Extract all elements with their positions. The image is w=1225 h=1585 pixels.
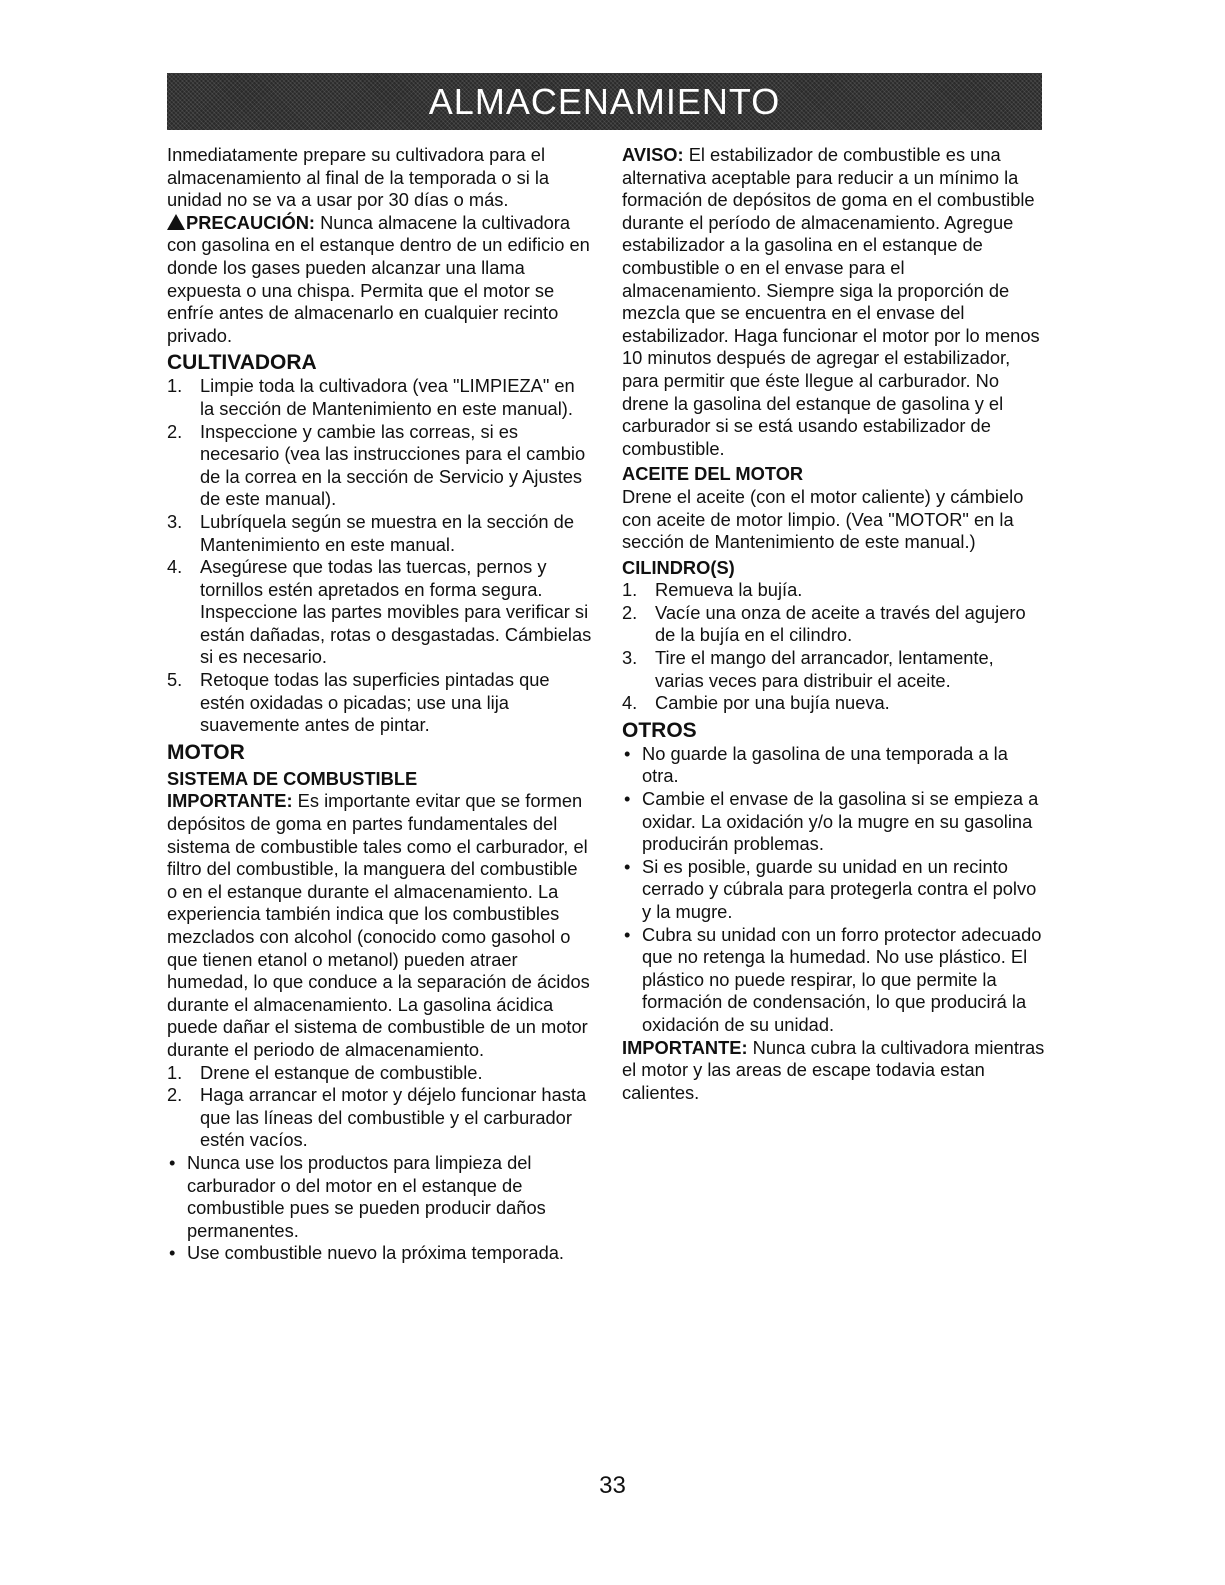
cultivadora-list	[167, 375, 592, 737]
caution-paragraph	[167, 212, 592, 348]
cultivadora-heading: CULTIVADORA	[167, 351, 317, 375]
list-item: 3. Lubríquela según se muestra en la sección de Mantenimiento en este manual.	[167, 510, 574, 555]
page-number: 33	[599, 1472, 626, 1499]
page-title: ALMACENAMIENTO	[428, 80, 781, 122]
aceite-paragraph: Drene el aceite (con el motor caliente) y cámbielo con aceite de motor limpio. (Vea "MOTOR" en la sección de Mantenimiento de este manual.)	[622, 485, 1024, 553]
sistema-heading: SISTEMA DE COMBUSTIBLE	[167, 767, 418, 789]
importante-label: IMPORTANTE:	[622, 1036, 748, 1058]
list-item: • Cubra su unidad con un forro protector adecuado que no retenga la humedad. No use plástico. El plástico no puede respirar, lo que permite la formación de condensación, lo que producirá la oxidación de su unidad.	[624, 923, 1042, 1035]
importante-label: IMPORTANTE:	[167, 790, 293, 812]
importante-paragraph: IMPORTANTE: Es importante evitar que se formen depósitos de goma en partes fundamentales del sistema de combustible tales como el carburador, el filtro del combustible, la manguera del combustible o en el estanque durante el almacenamiento. La experiencia también indica que los combustibles mezclados con alcohol (conocido como gasohol o que tienen etanol o metanol) pueden atraer humedad, lo que conduce a la separación de ácidos durante el almacenamiento. La gasolina ácidica puede dañar el sistema de combustible de un motor durante el periodo de almacenamiento.	[167, 790, 590, 1060]
section-banner	[167, 73, 1042, 130]
list-item: 1. Remueva la bujía.	[622, 579, 803, 601]
list-item: 5. Retoque todas las superficies pintadas que estén oxidadas o picadas; use una lija suavemente antes de pintar.	[167, 669, 550, 736]
aviso-paragraph: AVISO: El estabilizador de combustible es una alternativa aceptable para reducir a un mínimo la formación de depósitos de goma en el combustible durante el período de almacenamiento. Agregue estabilizador a la gasolina en el estanque de combustible o en el envase para el almacenamiento. Siempre siga la proporción de mezcla que se encuentra en el envase del estabilizador. Haga funcionar el motor por lo menos 10 minutos después de agregar el estabilizador, para permitir que éste llegue al carburador. No drene la gasolina del estanque de gasolina y el carburador si se está usando estabilizador de combustible.	[622, 144, 1040, 459]
cilindro-list	[622, 579, 1046, 715]
list-item: • Cambie el envase de la gasolina si se empieza a oxidar. La oxidación y/o la mugre en su gasolina producirán problemas.	[624, 788, 1039, 855]
warning-icon	[167, 214, 185, 230]
cilindro-heading: CILINDRO(S)	[622, 556, 735, 578]
list-item: 1. Drene el estanque de combustible.	[167, 1061, 483, 1083]
list-item: 2. Inspeccione y cambie las correas, si es necesario (vea las instrucciones para el cambio de la correa en la sección de Servicio y Ajustes de este manual).	[167, 420, 586, 510]
otros-list	[622, 743, 1046, 1037]
list-item: 2. Haga arrancar el motor y déjelo funcionar hasta que las líneas del combustible y el carburador estén vacíos.	[167, 1084, 587, 1151]
list-item: 3. Tire el mango del arrancador, lentamente, varias veces para distribuir el aceite.	[622, 647, 994, 691]
sistema-bullets	[167, 1152, 592, 1265]
list-item: 4. Asegúrese que todas las tuercas, pernos y tornillos estén apretados en forma segura. Inspeccione las partes movibles para verificar si están dañadas, rotas o desgastadas. Cámbielas si es necesario.	[167, 556, 592, 668]
caution-text: Nunca almacene la cultivadora con gasolina en el estanque dentro de un edificio en donde los gases pueden alcanzar una llama expuesta o una chispa. Permita que el motor se enfríe antes de almacenarlo en cualquier recinto privado.	[167, 211, 590, 346]
list-item: 4. Cambie por una bujía nueva.	[622, 692, 890, 714]
list-item: • Si es posible, guarde su unidad en un recinto cerrado y cúbrala para protegerla contra el polvo y la mugre.	[624, 855, 1037, 922]
caution-label: PRECAUCIÓN:	[186, 211, 315, 233]
list-item: • Use combustible nuevo la próxima temporada.	[169, 1242, 564, 1264]
list-item: • No guarde la gasolina de una temporada a la otra.	[624, 742, 1008, 787]
importante-final-paragraph: IMPORTANTE: Nunca cubra la cultivadora mientras el motor y las areas de escape todavia estan calientes.	[622, 1036, 1045, 1103]
aceite-heading: ACEITE DEL MOTOR	[622, 463, 804, 485]
aviso-label: AVISO:	[622, 144, 684, 165]
otros-heading: OTROS	[622, 718, 697, 742]
intro-paragraph: Inmediatamente prepare su cultivadora para el almacenamiento al final de la temporada o si la unidad no se va a usar por 30 días o más.	[167, 144, 550, 211]
list-item: 1. Limpie toda la cultivadora (vea "LIMPIEZA" en la sección de Mantenimiento en este manual).	[167, 375, 575, 419]
sistema-steps	[167, 1062, 592, 1152]
right-column	[622, 144, 1046, 1104]
left-column	[167, 144, 592, 1265]
list-item: • Nunca use los productos para limpieza del carburador o del motor en el estanque de combustible pues se pueden producir daños permanentes.	[169, 1151, 546, 1241]
motor-heading: MOTOR	[167, 740, 245, 764]
list-item: 2. Vacíe una onza de aceite a través del agujero de la bujía en el cilindro.	[622, 601, 1026, 646]
